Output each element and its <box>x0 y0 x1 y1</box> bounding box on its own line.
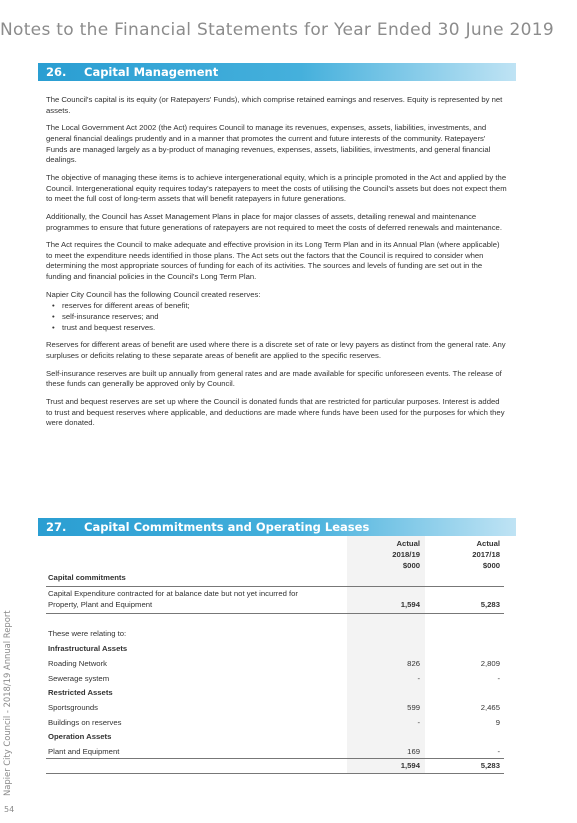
section-27-number: 27. <box>46 520 67 534</box>
table-divider <box>46 758 504 759</box>
column-header-line: $000 <box>482 561 500 570</box>
row-label: Buildings on reserves <box>48 718 122 727</box>
value-2018-19: 599 <box>407 703 420 712</box>
total-2018-19: 1,594 <box>400 761 420 770</box>
table-row <box>46 658 504 670</box>
row-label: Capital Expenditure contracted for at balance date but not yet incurred for <box>48 589 298 598</box>
paragraph: Trust and bequest reserves are set up where the Council is donated funds that are restricted for particular purposes. Interest is added to trust and bequest reserves where applicable, and deductions are made where funds have been used for the purposes for which they were donated. <box>46 397 505 428</box>
table-row <box>46 746 504 758</box>
value-2018-19: 826 <box>407 659 420 668</box>
total-2017-18: 5,283 <box>480 761 500 770</box>
paragraph: Reserves for different areas of benefit are used where there is a discrete set of rate or levy payers as distinct from the general rate. Any surpluses or deficits relating to these separate areas of benefit are applied to the specific reserves. <box>46 340 506 360</box>
value-2018-19: 1,594 <box>400 600 420 609</box>
row-label: Plant and Equipment <box>48 747 120 756</box>
table-row <box>46 599 504 611</box>
section-27-heading <box>38 518 516 536</box>
table-divider <box>46 586 504 587</box>
column-header-line: 2017/18 <box>472 550 500 559</box>
column-header-2018-19 <box>392 538 420 571</box>
row-label: Capital commitments <box>48 573 126 582</box>
value-2018-19: - <box>417 674 420 683</box>
table-divider <box>46 613 504 614</box>
table-row <box>46 673 504 685</box>
value-2017-18: - <box>497 747 500 756</box>
value-2017-18: 2,809 <box>480 659 500 668</box>
paragraph: Self-insurance reserves are built up annually from general rates and are made available for specific unforeseen events. The release of these funds can generally be approved only by Council. <box>46 368 502 389</box>
paragraph: Additionally, the Council has Asset Management Plans in place for major classes of assets, detailing renewal and maintenance programmes to ensure that future generations of ratepayers are not required to meet the costs of deferred renewals and maintenance. <box>46 211 502 232</box>
row-label: Restricted Assets <box>48 688 113 697</box>
table-row <box>46 687 504 699</box>
reserves-list <box>52 301 508 333</box>
section-26-body <box>46 95 508 436</box>
section-26-heading <box>38 63 516 81</box>
annual-report-side-label: Napier City Council - 2018/19 Annual Report <box>2 610 12 796</box>
column-header-2017-18 <box>472 538 500 571</box>
paragraph: The Local Government Act 2002 (the Act) requires Council to manage its revenues, expenses, assets, liabilities, investments, and general financial dealings prudently and in a manner that promotes the current and future interests of the community. Ratepayers' Funds are managed largely as a by-product of managing revenues, expenses, assets, liabilities, investments, and general financial dealings. <box>46 123 491 165</box>
table-row <box>46 717 504 729</box>
list-item: • self-insurance reserves; and <box>52 312 508 323</box>
page-header-title: Notes to the Financial Statements for Year Ended 30 June 2019 <box>0 20 554 40</box>
paragraph: The Act requires the Council to make adequate and effective provision in its Long Term Plan and in its Annual Plan (where applicable) to meet the expenditure needs identified in those plans. The Act sets out the factors that the Council is required to consider when determining the most appropriate sources of funding for each of its activities. The sources and levels of funding are set out in the funding and financial policies in the Council's Long Term Plan. <box>46 240 500 282</box>
value-2017-18: 2,465 <box>480 703 500 712</box>
paragraph: The Council's capital is its equity (or Ratepayers' Funds), which comprise retained earnings and reserves. Equity is represented by net assets. <box>46 95 503 115</box>
section-26-title: Capital Management <box>84 65 219 79</box>
section-26-number: 26. <box>46 65 67 79</box>
page-number: 54 <box>4 805 15 814</box>
row-label: Sportsgrounds <box>48 703 98 712</box>
row-label: Operation Assets <box>48 732 112 741</box>
table-divider <box>46 773 504 774</box>
paragraph: The objective of managing these items is to achieve intergenerational equity, which is a principle promoted in the Act and applied by the Council. Intergenerational equity requires today's ratepayers to meet the costs of utilising the Council's assets but does not expect them to meet the full cost of long-term assets that will benefit ratepayers in future generations. <box>46 172 507 204</box>
column-header-line: 2018/19 <box>392 550 420 559</box>
row-label: These were relating to: <box>48 629 127 638</box>
table-total-row <box>46 760 504 772</box>
section-27-title: Capital Commitments and Operating Leases <box>84 520 370 534</box>
column-header-line: Actual <box>396 539 420 548</box>
list-item: • trust and bequest reserves. <box>52 323 508 334</box>
value-2017-18: 9 <box>495 718 500 727</box>
paragraph: Napier City Council has the following Council created reserves: <box>46 289 261 299</box>
value-2017-18: - <box>497 674 500 683</box>
list-item: • reserves for different areas of benefit; <box>52 301 508 312</box>
value-2018-19: 169 <box>407 747 420 756</box>
row-label: Property, Plant and Equipment <box>48 600 153 609</box>
table-row <box>46 731 504 743</box>
table-row <box>46 628 504 640</box>
table-row <box>46 702 504 714</box>
row-label: Infrastructural Assets <box>48 644 128 653</box>
value-2017-18: 5,283 <box>480 600 500 609</box>
row-label: Roading Network <box>48 659 107 668</box>
table-row <box>46 572 504 584</box>
value-2018-19: - <box>417 718 420 727</box>
column-header-line: $000 <box>402 561 420 570</box>
table-row <box>46 643 504 655</box>
row-label: Sewerage system <box>48 674 110 683</box>
column-header-line: Actual <box>476 539 500 548</box>
